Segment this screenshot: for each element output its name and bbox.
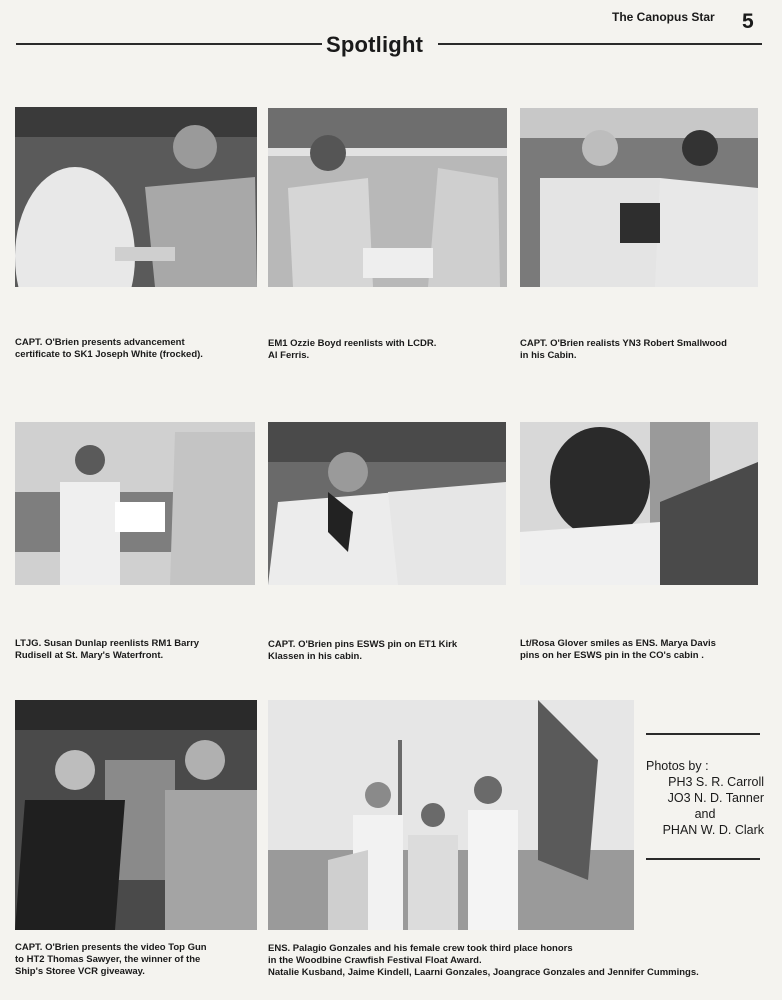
caption-line: LTJG. Susan Dunlap reenlists RM1 Barry <box>15 638 200 649</box>
caption-smallwood-reenlistment <box>520 338 727 362</box>
caption-top-gun-vcr <box>15 942 207 978</box>
publication-title: The Canopus Star <box>612 10 715 24</box>
caption-line: to HT2 Thomas Sawyer, the winner of the <box>15 954 201 965</box>
credits-rule-bottom <box>646 858 760 860</box>
caption-line: pins on her ESWS pin in the CO's cabin . <box>520 650 704 661</box>
caption-line: CAPT. O'Brien presents advancement <box>15 337 185 348</box>
caption-line: Ship's Storee VCR giveaway. <box>15 966 145 977</box>
caption-line: Lt/Rosa Glover smiles as ENS. Marya Davis <box>520 638 716 649</box>
photo-boyd-reenlistment <box>268 108 507 287</box>
caption-line: ENS. Palagio Gonzales and his female crew took third place honors <box>268 943 573 954</box>
caption-line: Natalie Kusband, Jaime Kindell, Laarni Gonzales, Joangrace Gonzales and Jennifer Cummings. <box>268 967 699 978</box>
photo-dunlap-reenlistment <box>15 422 255 585</box>
photo-credits <box>646 740 764 838</box>
credits-rule-top <box>646 733 760 735</box>
caption-line: in the Woodbine Crawfish Festival Float Award. <box>268 955 482 966</box>
caption-line: CAPT. O'Brien pins ESWS pin on ET1 Kirk <box>268 639 458 650</box>
caption-line: EM1 Ozzie Boyd reenlists with LCDR. <box>268 338 437 349</box>
caption-line: Klassen in his cabin. <box>268 651 362 662</box>
photo-smallwood-reenlistment <box>520 108 758 287</box>
page-number: 5 <box>742 10 754 33</box>
caption-line: Al Ferris. <box>268 350 310 361</box>
caption-glover-esws-pin <box>520 638 716 662</box>
photo-klassen-esws-pin <box>268 422 506 585</box>
section-title: Spotlight <box>326 32 424 57</box>
caption-klassen-esws-pin <box>268 639 457 663</box>
credits-name: PHAN W. D. Clark <box>662 823 764 837</box>
caption-crawfish-festival-float <box>268 943 699 979</box>
caption-dunlap-reenlistment <box>15 638 199 662</box>
caption-line: CAPT. O'Brien presents the video Top Gun <box>15 942 207 953</box>
caption-line: certificate to SK1 Joseph White (frocked). <box>15 349 203 360</box>
credits-name: and <box>694 807 716 821</box>
photo-crawfish-festival-float <box>268 700 634 930</box>
credits-title: Photos by : <box>646 759 709 773</box>
photo-advancement-certificate <box>15 107 257 287</box>
caption-line: CAPT. O'Brien realists YN3 Robert Smallwood <box>520 338 727 349</box>
caption-boyd-reenlistment <box>268 338 436 362</box>
photo-top-gun-vcr <box>15 700 257 930</box>
header-rule-right <box>438 43 762 45</box>
header-rule-left <box>16 43 322 45</box>
credits-name: PH3 S. R. Carroll <box>668 775 764 789</box>
caption-line: in his Cabin. <box>520 350 577 361</box>
caption-advancement-certificate <box>15 337 203 361</box>
caption-line: Rudisell at St. Mary's Waterfront. <box>15 650 164 661</box>
credits-name: JO3 N. D. Tanner <box>667 791 764 805</box>
photo-glover-esws-pin <box>520 422 758 585</box>
